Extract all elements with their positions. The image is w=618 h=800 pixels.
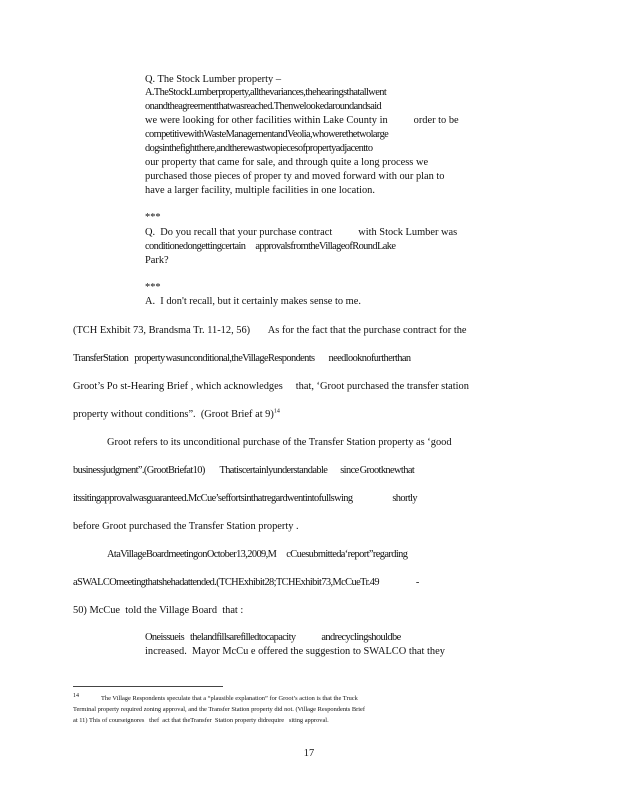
body-line: AtaVillageBoardmeetingonOctober13,2009,M cCuesubmitteda‘report”regarding (107, 549, 408, 560)
quote-line: competitivewithWasteManagementandVeolia,whowerethetwolarge (145, 129, 389, 140)
footnote-line: Terminal property required zoning approval, and the Transfer Station property did not. (Village Respondents Brief (73, 706, 366, 713)
quote-line: A.TheStockLumberproperty,allthevariances,thehearingsthatallwent (145, 87, 387, 98)
body-line: TransferStation property wasunconditional,theVillageRespondents needlooknofurtherthan (73, 353, 411, 364)
quote-line: we were looking for other facilities within Lake County in order to be (145, 115, 459, 126)
body-line: 50) McCue told the Village Board that : (73, 605, 244, 616)
separator: *** (145, 282, 161, 293)
quote-line: increased. Mayor McCu e offered the suggestion to SWALCO that they (145, 646, 445, 657)
body-line: aSWALCOmeetingthatshehadattended.(TCHExhibit28;TCHExhibit73,McCueTr.49 - (73, 577, 419, 588)
quote-line: conditionedongettingcertain approvalsfromtheVillageofRoundLake (145, 241, 396, 252)
page-number: 17 (303, 748, 315, 759)
quote-line: purchased those pieces of proper ty and moved forward with our plan to (145, 171, 445, 182)
quote-line: Oneissueis thelandfillsarefilledtocapacity andrecyclingshouldbe (145, 632, 401, 643)
quote-line: Q. The Stock Lumber property – (145, 74, 282, 85)
body-line: itssitingapprovalwasguaranteed.McCue’seffortsinthatregardwentintofullswing shortly (73, 493, 418, 504)
quote-line: A. I don't recall, but it certainly makes sense to me. (145, 296, 361, 307)
quote-line: dogsinthefightthere,andtherewastwopiecesofpropertyadjacentto (145, 143, 373, 154)
footnote-divider (73, 686, 223, 687)
quote-line: onandtheagreementthatwasreached.Thenwelookedaroundandsaid (145, 101, 382, 112)
body-line: businessjudgment”.(GrootBriefat10) Thatiscertainlyunderstandable since Grootknewthat (73, 465, 415, 476)
body-line: before Groot purchased the Transfer Station property . (73, 521, 299, 532)
quote-line: have a larger facility, multiple facilities in one location. (145, 185, 375, 196)
body-line: Groot refers to its unconditional purchase of the Transfer Station property as ‘good (107, 437, 452, 448)
quote-line: Q. Do you recall that your purchase contract with Stock Lumber was (145, 227, 458, 238)
footnote-reference: 14 (273, 408, 280, 415)
quote-line: Park? (145, 255, 169, 266)
body-line: (TCH Exhibit 73, Brandsma Tr. 11-12, 56) As for the fact that the purchase contract for the (73, 325, 467, 336)
footnote-number: 14 (73, 692, 79, 699)
body-line: Groot’s Po st-Hearing Brief , which acknowledges that, ‘Groot purchased the transfer station (73, 381, 469, 392)
footnote-line: $^{14}$ The Village Respondents speculate that a “plausible explanation” for Groot’s action is that the Truck (73, 692, 358, 702)
separator: *** (145, 212, 161, 223)
footnote-line: at 11) This of courseignores thef act that theTransfer Station property didrequire siting approval. (73, 717, 329, 724)
quote-line: our property that came for sale, and through quite a long process we (145, 157, 429, 168)
body-line: property without conditions”. (Groot Brief at 9)$^{14}$ (73, 408, 280, 420)
